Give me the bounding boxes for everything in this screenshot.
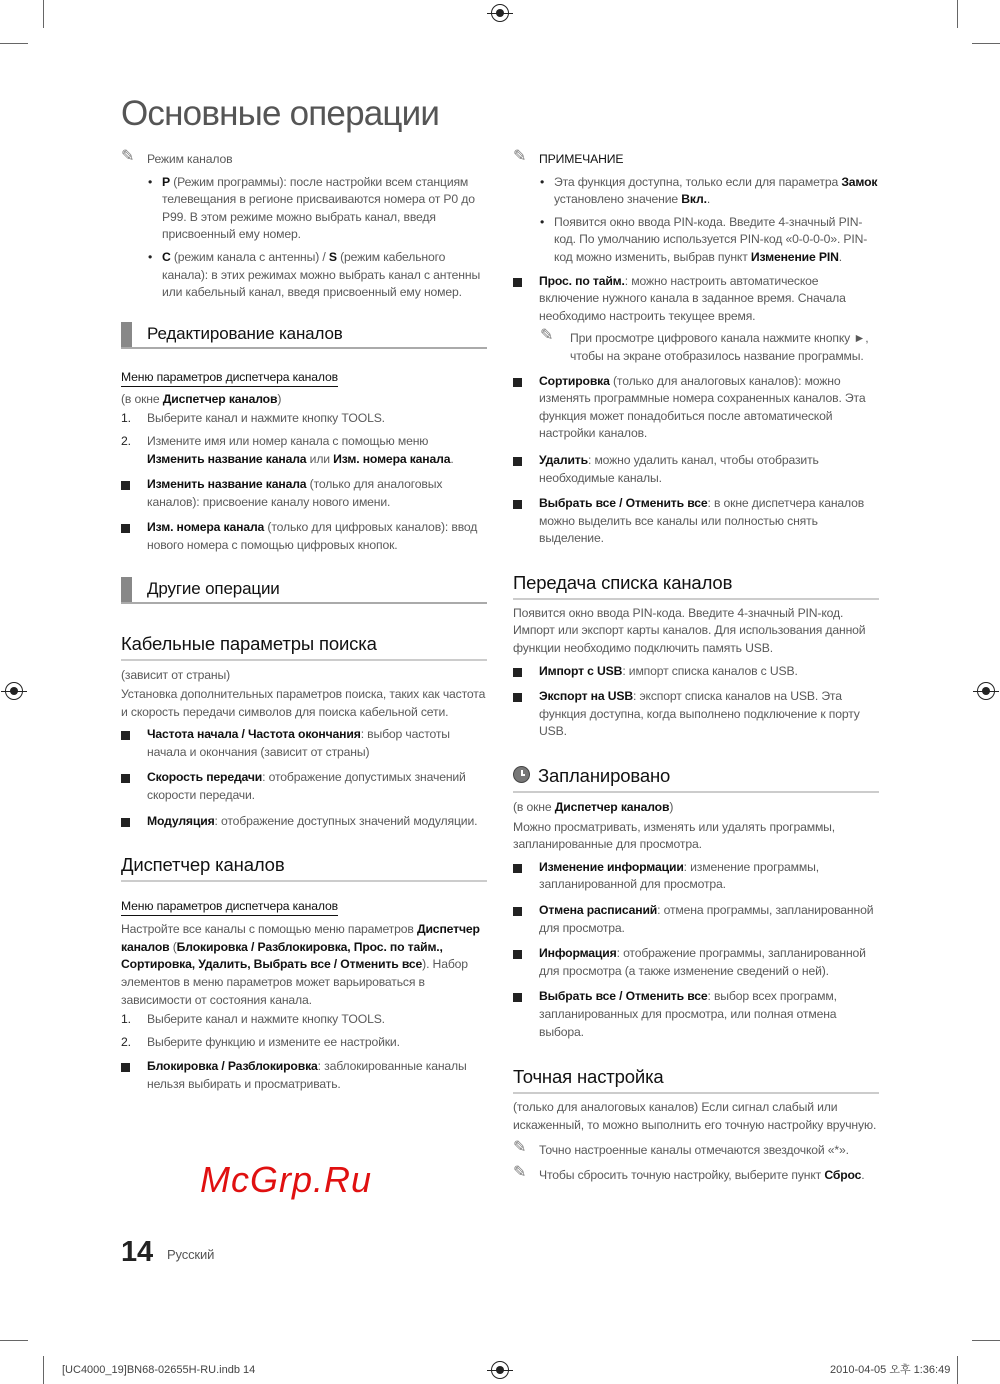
registration-mark-icon	[977, 682, 995, 700]
text-run: Появится окно ввода PIN-кода. Введите 4-значный PIN-код. Импорт или экспорт карты каналов. Для использования данной функции необходимо подключить память USB.	[513, 605, 866, 656]
crop-mark	[972, 43, 1000, 44]
crop-mark	[957, 1356, 958, 1384]
bold-term: Отмена расписаний	[539, 903, 658, 917]
bold-term: Замок	[841, 174, 878, 189]
bold-term: Изменение информации	[539, 859, 684, 874]
square-bullet-icon	[513, 907, 522, 916]
square-bullet-icon	[121, 731, 130, 740]
list-item	[121, 1058, 487, 1093]
list-item	[121, 769, 487, 804]
bold-term: Изм. номера канала	[147, 520, 265, 535]
footer-timestamp: 2010-04-05 오후 1:36:49	[830, 1364, 951, 1376]
note-heading: ✎ ПРИМЕЧАНИЕ	[513, 148, 624, 166]
bold-term: Блокировка / Разблокировка, Прос. по тайм., Сортировка, Удалить, Выбрать все / Отменить все	[121, 939, 443, 972]
list-item	[513, 902, 879, 937]
text-run: Чтобы сбросить точную настройку, выберите пункт	[539, 1167, 825, 1182]
text-run: (только для цифровых каналов): ввод нового номера с помощью цифровых кнопок.	[147, 520, 478, 552]
pencil-icon: ✎	[513, 1163, 527, 1181]
right-column	[513, 148, 879, 1185]
text-run: (режим кабельного канала): в этих режимах можно выбрать канал с антенны или кабельный канал, введя присвоенный ему номер.	[162, 249, 481, 300]
list-item	[513, 688, 879, 741]
bold-term: Диспетчер каналов	[554, 800, 670, 815]
bold-term: Блокировка / Разблокировка	[147, 1059, 318, 1074]
square-bullet-icon	[513, 457, 522, 466]
square-bullet-icon	[513, 500, 522, 509]
text-run: .	[706, 192, 711, 207]
section-header-edit: Редактирование каналов	[121, 322, 487, 349]
text-run: Установка дополнительных параметров поиска, таких как частота и скорость передачи символов для поиска кабельной сети.	[121, 687, 486, 719]
bold-term: P	[162, 174, 170, 189]
text-run: Настройте все каналы с помощью меню параметров	[121, 922, 417, 937]
text-run: : экспорт списка каналов на USB. Эта функция доступна, когда выполнено подключение к порту USB.	[539, 689, 860, 739]
crop-mark	[972, 1340, 1000, 1341]
text-run: : отображение программы, запланированной для просмотра (а также изменение сведений о ней).	[539, 946, 866, 978]
paragraph	[121, 921, 487, 1009]
clock-icon	[513, 766, 530, 783]
text-run: : можно настроить автоматическое включение нужного канала в заданное время. Сначала необходимо настроить текущее время.	[539, 273, 846, 323]
text-run: (Режим программы): после настройки всем станциям телевещания в регионе присваиваются номера от P0 до P99. В этом режиме можно выбрать канал, введя присвоенный ему номер.	[162, 174, 475, 242]
subheading: Меню параметров диспетчера каналов	[121, 369, 338, 387]
list-item	[513, 945, 879, 980]
note-channel-mode: ✎ Режим каналов	[121, 148, 233, 166]
heading-fine-tune: Точная настройка	[513, 1066, 879, 1094]
bold-term: Информация	[539, 946, 617, 961]
text-run: установлено значение	[554, 192, 682, 207]
pencil-icon: ✎	[121, 148, 135, 165]
list-item	[121, 476, 487, 511]
text-run: : в окне диспетчера каналов можно выделить все каналы или полностью снять выделение.	[539, 496, 865, 546]
registration-mark-icon	[491, 1361, 509, 1379]
bold-term: C	[162, 249, 171, 264]
text-run: Точно настроенные каналы отмечаются звездочкой «*».	[539, 1143, 849, 1158]
bullet-icon: •	[540, 214, 545, 229]
bold-term: Модуляция	[147, 813, 215, 828]
pencil-icon: ✎	[540, 327, 554, 345]
text-run: Выберите функцию и измените ее настройки.	[147, 1034, 400, 1049]
window-ref	[513, 799, 879, 817]
square-bullet-icon	[513, 693, 522, 702]
heading-channel-list-transfer: Передача списка каналов	[513, 572, 879, 600]
step	[121, 1011, 487, 1029]
section-header-other: Другие операции	[121, 577, 487, 604]
list-item	[121, 726, 487, 761]
paragraph	[121, 686, 487, 721]
crop-mark	[0, 1340, 28, 1341]
list-item	[513, 452, 879, 487]
list-item	[513, 663, 879, 681]
text-run: Эта функция доступна, только если для параметра	[554, 174, 842, 189]
bold-term: Выбрать все / Отменить все	[539, 989, 708, 1004]
note-bullet	[121, 249, 487, 302]
note	[513, 1163, 879, 1185]
note-bullet	[513, 174, 879, 209]
text-run: Выберите канал и нажмите кнопку TOOLS.	[147, 411, 385, 426]
step	[121, 1034, 487, 1052]
text-run: (только для аналоговых каналов) Если сигнал слабый или искаженный, то можно выполнить его точную настройку вручную.	[513, 1100, 877, 1132]
bold-term: Прос. по тайм.	[539, 273, 625, 288]
text-run: )	[669, 800, 674, 815]
paragraph	[513, 605, 879, 658]
window-ref	[121, 391, 487, 409]
square-bullet-icon	[513, 668, 522, 677]
bold-term: Импорт с USB	[539, 663, 623, 678]
square-bullet-icon	[121, 1063, 130, 1072]
square-bullet-icon	[513, 864, 522, 873]
bold-term: Изменение PIN	[750, 249, 839, 264]
registration-mark-icon	[5, 682, 23, 700]
bullet-icon: •	[148, 249, 153, 264]
step	[121, 410, 487, 428]
text-run: (только для аналоговых каналов): можно изменять программные номера сохраненных каналов. Эта функция может понадобиться после автоматической настройки каналов.	[539, 373, 866, 441]
bold-term: Скорость передачи	[147, 770, 263, 785]
text-run: Можно просматривать, изменять или удалять программы, запланированные для просмотра.	[513, 819, 836, 852]
text-run: : отмена программы, запланированной для просмотра.	[539, 903, 874, 935]
square-bullet-icon	[121, 774, 130, 783]
step-number: 1.	[121, 411, 131, 426]
text-run: .	[861, 1167, 865, 1182]
page-number: 14	[121, 1236, 153, 1268]
text-run: или	[306, 451, 334, 466]
watermark: McGrp.Ru	[200, 1159, 373, 1200]
bold-term: Диспетчер каналов	[162, 391, 278, 406]
text-run: (в окне	[121, 391, 163, 406]
text-run: (зависит от страны)	[121, 667, 230, 682]
square-bullet-icon	[513, 278, 522, 287]
heading-cable-search: Кабельные параметры поиска	[121, 633, 487, 661]
list-item	[121, 519, 487, 554]
bold-term: Удалить	[539, 452, 588, 467]
list-item	[513, 373, 879, 443]
pencil-icon: ✎	[513, 148, 527, 165]
list-item	[513, 988, 879, 1041]
heading-channel-manager: Диспетчер каналов	[121, 854, 487, 882]
bold-term: S	[328, 249, 337, 264]
crop-mark	[0, 43, 28, 44]
step	[121, 433, 487, 468]
text-run: : изменение программы, запланированной для просмотра.	[539, 859, 819, 892]
list-item	[513, 273, 879, 326]
bullet-icon: •	[148, 174, 153, 189]
text-run: При просмотре цифрового канала нажмите кнопку ►, чтобы на экране отобразилось название программы.	[570, 331, 869, 363]
list-item	[513, 495, 879, 548]
bullet-icon: •	[540, 174, 545, 189]
list-item	[121, 813, 487, 831]
footer-file: [UC4000_19]BN68-02655H-RU.indb 14	[62, 1364, 256, 1376]
pencil-icon: ✎	[513, 1139, 527, 1157]
note-bullet	[513, 214, 879, 267]
text-run: (	[169, 939, 177, 954]
paragraph	[513, 1099, 879, 1134]
crop-mark	[43, 1356, 44, 1384]
bold-term: Выбрать все / Отменить все	[539, 496, 708, 511]
bold-term: Изм. номера канала	[333, 451, 451, 466]
text-run: Выберите канал и нажмите кнопку TOOLS.	[147, 1012, 385, 1027]
note-bullet	[121, 174, 487, 244]
bold-term: Изменить название канала	[147, 451, 307, 466]
bold-term: Экспорт на USB	[539, 689, 633, 704]
text-run: Появится окно ввода PIN-кода. Введите 4-значный PIN-код. По умолчанию используется PIN-код «0-0-0-0». PIN-код можно изменить, выбрав пункт	[554, 214, 868, 264]
text-run: : можно удалить канал, чтобы отобразить необходимые каналы.	[539, 452, 819, 485]
square-bullet-icon	[121, 524, 130, 533]
square-bullet-icon	[513, 378, 522, 387]
crop-mark	[957, 0, 958, 28]
square-bullet-icon	[121, 818, 130, 827]
text-run: (в окне	[513, 800, 555, 815]
step-number: 2.	[121, 433, 131, 448]
bold-term: Изменить название канала	[147, 477, 307, 492]
text-run: : импорт списка каналов с USB.	[622, 663, 798, 678]
text-run: (режим канала с антенны) /	[170, 249, 329, 264]
page-title: Основные операции	[121, 94, 440, 133]
text-run: : отображение доступных значений модуляции.	[214, 813, 478, 828]
square-bullet-icon	[513, 950, 522, 959]
subheading: Меню параметров диспетчера каналов	[121, 898, 338, 916]
step-number: 1.	[121, 1012, 131, 1027]
left-column	[121, 148, 487, 1094]
sub-note	[513, 327, 879, 365]
page-language: Русский	[167, 1247, 215, 1262]
registration-mark-icon	[491, 4, 509, 22]
text-run: .	[838, 249, 842, 264]
square-bullet-icon	[121, 481, 130, 490]
text-run: : выбор всех программ, запланированных для просмотра, или полная отмена выбора.	[539, 989, 837, 1039]
subheading-wrap	[121, 898, 487, 916]
text-run: : выбор частоты начала и окончания (зависит от страны)	[147, 727, 450, 759]
text-run: : заблокированные каналы нельзя выбирать и просматривать.	[147, 1059, 467, 1091]
subheading-wrap	[121, 369, 487, 387]
step-number: 2.	[121, 1034, 131, 1049]
paragraph	[513, 819, 879, 854]
text-run: Измените имя или номер канала с помощью меню	[147, 433, 429, 448]
text-run: )	[277, 391, 282, 406]
bold-term: Диспетчер каналов	[121, 922, 480, 954]
bold-term: Сортировка	[539, 373, 610, 388]
text-run: (только для аналоговых каналов): присвоение каналу нового имени.	[147, 477, 443, 509]
list-item	[513, 859, 879, 894]
bold-term: Частота начала / Частота окончания	[147, 727, 361, 742]
bold-term: Сброс	[824, 1167, 862, 1182]
square-bullet-icon	[513, 993, 522, 1002]
bold-term: Вкл.	[681, 192, 707, 207]
text-run: : отображение допустимых значений скорости передачи.	[147, 770, 466, 803]
crop-mark	[43, 0, 44, 28]
text-run: .	[450, 451, 454, 466]
heading-scheduled: Запланировано	[513, 765, 879, 793]
note	[513, 1139, 879, 1160]
country-note	[121, 667, 487, 685]
text-run: ). Набор элементов в меню параметров может варьироваться в зависимости от состояния канала.	[121, 957, 468, 1007]
